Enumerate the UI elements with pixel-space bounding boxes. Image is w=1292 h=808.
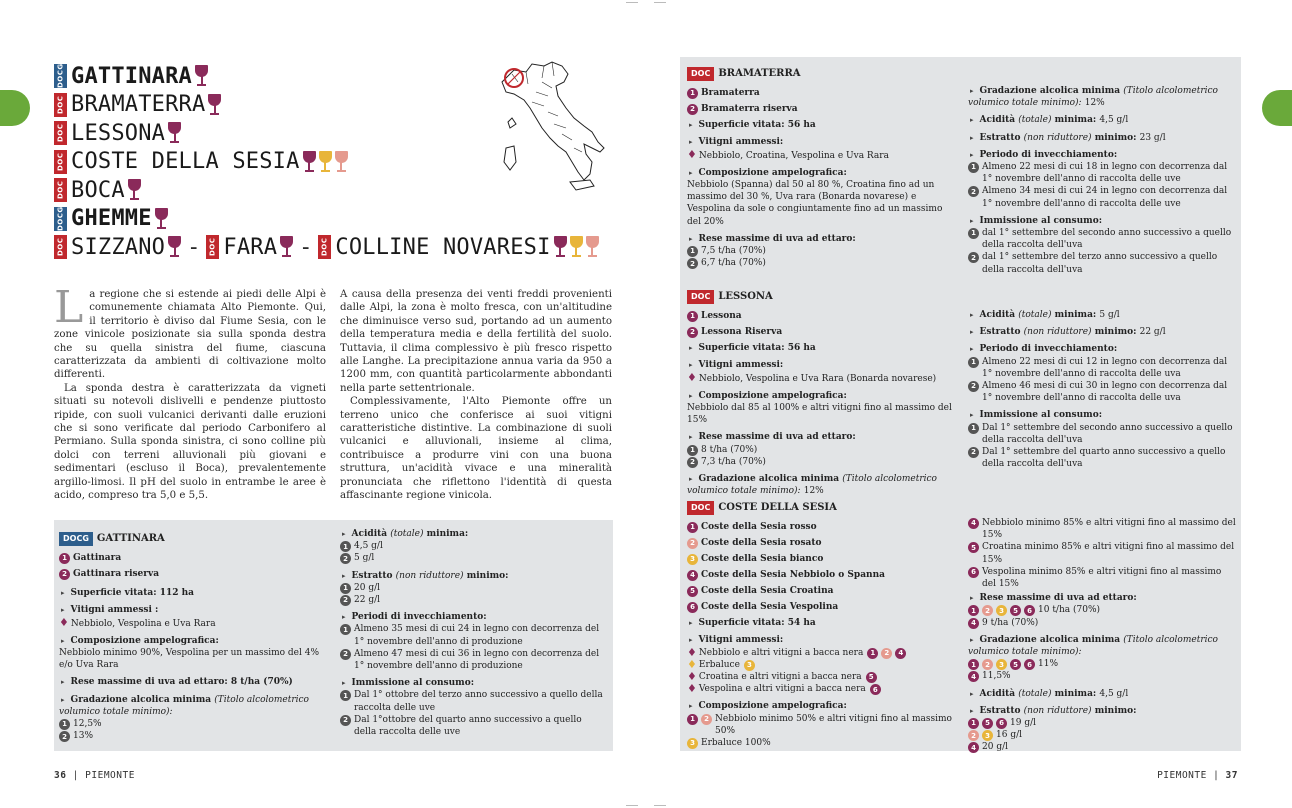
- type-number: 1: [968, 228, 979, 239]
- invecchiamento-value: Almeno 46 mesi di cui 30 in legno con decorrenza dal 1° novembre dell'anno di raccolta delle uva: [982, 381, 1228, 404]
- crop-mark: [654, 2, 666, 3]
- type-number: 2: [982, 659, 993, 670]
- drop-cap: L: [54, 282, 84, 333]
- wine-glass-red-icon: [280, 236, 293, 258]
- vitigni-value: Nebbiolo, Croatina, Vespolina e Uva Rara: [698, 150, 889, 161]
- type-number: 5: [866, 672, 877, 683]
- gradazione-heading: Gradazione alcolica minima: [698, 474, 840, 485]
- list-item: [687, 671, 963, 683]
- doc-badge: DOC: [318, 235, 331, 259]
- value: Nebbiolo minimo 85% e altri vitigni fino al massimo del 15%: [982, 518, 1236, 541]
- estratto-value: 23 g/l: [1139, 132, 1166, 143]
- type-number: 2: [701, 714, 712, 725]
- type-number: 2: [59, 731, 70, 742]
- type-number: 4: [895, 648, 906, 659]
- type-number: 2: [968, 447, 979, 458]
- type-number: 1: [867, 648, 878, 659]
- list-item: [687, 519, 963, 535]
- intro-column-2: [340, 288, 612, 503]
- grape-icon: ♦: [687, 682, 697, 696]
- gradazione-note: (Titolo alcolometrico volumico totale minimo):: [968, 86, 1218, 109]
- gradazione-value: 12,5%: [73, 719, 102, 730]
- denomination-name: LESSONA: [71, 120, 166, 146]
- type-number: 1: [968, 423, 979, 434]
- acidita-heading-end: minima:: [1054, 115, 1097, 126]
- immissione-value: Dal 1° ottobre del terzo anno successivo a quello della raccolta delle uve: [354, 690, 603, 713]
- italy-map-icon: [492, 52, 612, 212]
- type-number: 1: [687, 714, 698, 725]
- rese-heading: ▸ Rese massime di uva ad ettaro:: [687, 233, 959, 245]
- composizione-heading: ▸ Composizione ampelografica:: [687, 390, 959, 402]
- type-number: 5: [1010, 659, 1021, 670]
- type-number: 4: [968, 671, 979, 682]
- type-number: 3: [744, 660, 755, 671]
- rese-heading: ▸ Rese massime di uva ad ettaro:: [687, 431, 959, 443]
- page-footer-right: [1157, 770, 1238, 781]
- page-edge-tab-left: [0, 90, 30, 126]
- type-number: 2: [340, 715, 351, 726]
- list-item: [968, 604, 1236, 616]
- doc-badge: DOC: [54, 150, 67, 174]
- value: 16 g/l: [996, 730, 1022, 741]
- type-number: 2: [968, 730, 979, 741]
- type-number: 2: [687, 327, 698, 338]
- vitigni-value: Nebbiolo, Vespolina e Uva Rara (Bonarda novarese): [698, 373, 937, 384]
- type-number: 1: [687, 88, 698, 99]
- acidita-heading: Acidità: [979, 310, 1016, 320]
- wine-glass-white-icon: [319, 151, 332, 173]
- intro-paragraph: Complessivamente, l'Alto Piemonte offre un terreno unico che conferisce ai suoi vitigni caratteristiche distintive. La combinazione di suoli vulcanici e alluvionali, insieme al clima, contribuisce a produrre vini con una buona struttura, un'acidità vivace e una mineralità pronunciata che riflettono l'identità di questa affascinante regione vinicola.: [340, 396, 612, 502]
- doc-badge: DOC: [206, 235, 219, 259]
- wine-glass-red-icon: [168, 236, 181, 258]
- list-item: [687, 647, 963, 659]
- denomination-name: COLLINE NOVARESI: [335, 234, 551, 260]
- list-item: [968, 741, 1236, 753]
- page-footer-left: [54, 770, 135, 781]
- docg-label: DOCG: [59, 532, 93, 546]
- acidita-value: 5 g/l: [354, 553, 375, 564]
- acidita-value: 4,5 g/l: [1099, 688, 1129, 699]
- estratto-note: (non riduttore): [1023, 705, 1092, 716]
- crop-mark: [654, 805, 666, 806]
- estratto-heading: Estratto: [351, 570, 393, 581]
- box-title: COSTE DELLA SESIA: [718, 502, 837, 513]
- composizione-value: Nebbiolo minimo 90%, Vespolina per un massimo del 4% e/o Uva Rara: [59, 648, 320, 671]
- type-name: Lessona: [701, 311, 742, 322]
- gattinara-spec-box: [54, 520, 613, 751]
- value: 10 t/ha (70%): [1038, 605, 1101, 616]
- composizione-heading: ▸ Composizione ampelografica:: [687, 167, 959, 179]
- type-number: 6: [870, 684, 881, 695]
- invecchiamento-heading: ▸ Periodo di invecchiamento:: [968, 343, 1236, 355]
- coste-section: [687, 501, 963, 749]
- denomination-name: FARA: [223, 234, 278, 260]
- grape-icon: ♦: [687, 645, 697, 659]
- crop-mark: [626, 805, 638, 806]
- type-number: 4: [687, 570, 698, 581]
- denomination-name: COSTE DELLA SESIA: [71, 149, 300, 175]
- type-number: 4: [968, 518, 979, 529]
- type-name: Bramaterra riserva: [701, 104, 798, 115]
- invecchiamento-value: Almeno 35 mesi di cui 24 in legno con decorrenza del 1° novembre dell'anno di produzione: [354, 624, 600, 647]
- type-number: 2: [340, 649, 351, 660]
- type-number: 1: [687, 246, 698, 257]
- wine-glass-red-icon: [554, 236, 567, 258]
- composizione-heading: ▸ Composizione ampelografica:: [59, 635, 329, 647]
- type-name: Lessona Riserva: [701, 327, 783, 338]
- bramaterra-section: [687, 67, 959, 269]
- type-number: 1: [687, 522, 698, 533]
- gradazione-value: 12%: [1084, 98, 1105, 109]
- right-spec-box: [680, 57, 1241, 751]
- composizione-value: Nebbiolo (Spanna) dal 50 al 80 %, Croatina fino ad un massimo del 30 %, Uva rara (Bonarda novarese) e Vespolina da sole o congiuntamente fino ad un massimo del 20%: [687, 180, 943, 227]
- vitigni-value: Nebbiolo e altri vitigni a bacca nera: [698, 647, 864, 658]
- type-number: 1: [968, 605, 979, 616]
- box-title: LESSONA: [718, 291, 773, 302]
- intro-paragraph: a regione che si estende ai piedi delle Alpi è comunemente chiamata Alto Piemonte. Qui, il territorio è diviso dal Fiume Sesia, con le zone vinicole posizionate sia sulla sponda destra che su quella sinistra del fiume, ciascuna caratterizzata da ambienti di coltivazione molto differenti.: [54, 289, 326, 381]
- denomination-name: BOCA: [71, 177, 125, 203]
- type-number: 3: [687, 738, 698, 749]
- grape-icon: ♦: [687, 657, 697, 671]
- immissione-heading: ▸ Immissione al consumo:: [968, 215, 1236, 227]
- type-number: 6: [1024, 605, 1035, 616]
- gradazione-heading: Gradazione alcolica minima: [979, 634, 1121, 645]
- list-item: [968, 617, 1236, 629]
- docg-badge: DOCG: [54, 64, 67, 88]
- type-number: 2: [687, 258, 698, 269]
- vitigni-heading: ▸ Vitigni ammessi:: [687, 136, 959, 148]
- wine-glass-red-icon: [155, 208, 168, 230]
- estratto-heading-end: minimo:: [466, 570, 509, 581]
- invecchiamento-heading: ▸ Periodo di invecchiamento:: [968, 149, 1236, 161]
- type-name: Coste della Sesia bianco: [701, 554, 824, 565]
- immissione-heading: ▸ Immissione al consumo:: [340, 677, 606, 689]
- type-number: 2: [968, 381, 979, 392]
- box-title: BRAMATERRA: [718, 68, 801, 79]
- type-number: 5: [982, 718, 993, 729]
- intro-paragraph: A causa della presenza dei venti freddi provenienti dalle Alpi, la zona è molto fresca, con un'altitudine che diminuisce verso sud, portando ad un aumento della temperatura media e della fertilità del suolo. Tuttavia, il clima complessivo è più fresco rispetto alle Langhe. La precipitazione annua varia da 950 a 1200 mm, con quantità particolarmente abbondanti nella parte settentrionale.: [340, 289, 612, 394]
- acidita-value: 4,5 g/l: [354, 541, 383, 552]
- immissione-value: Dal 1° settembre del secondo anno successivo a quello della raccolta dell'uva: [982, 422, 1233, 445]
- type-number: 1: [968, 659, 979, 670]
- acidita-note: (totale): [1018, 115, 1052, 126]
- vitigni-value: Nebbiolo, Vespolina e Uva Rara: [70, 618, 216, 629]
- type-number: 2: [340, 553, 351, 564]
- immissione-value: Dal 1°ottobre del quarto anno successivo a quello della raccolta delle uve: [354, 714, 582, 738]
- immissione-value: dal 1° settembre del secondo anno successivo a quello della raccolta dell'uva: [982, 228, 1232, 251]
- denomination-name: GATTINARA: [71, 63, 193, 89]
- doc-badge: DOC: [54, 121, 67, 145]
- type-name: Coste della Sesia rosso: [701, 522, 817, 533]
- value: 9 t/ha (70%): [982, 617, 1039, 628]
- estratto-heading: Estratto: [979, 705, 1021, 716]
- list-item: [968, 658, 1236, 670]
- vitigni-heading: ▸ Vitigni ammessi :: [59, 604, 329, 616]
- type-number: 6: [996, 718, 1007, 729]
- estratto-heading-end: minimo:: [1094, 132, 1137, 143]
- list-item: [968, 566, 1236, 590]
- acidita-note: (totale): [1018, 688, 1052, 699]
- type-number: 4: [968, 618, 979, 629]
- type-number: 2: [59, 569, 70, 580]
- acidita-heading: Acidità: [351, 529, 388, 539]
- value: Croatina minimo 85% e altri vitigni fino al massimo del 15%: [982, 542, 1235, 565]
- list-item: [687, 713, 963, 737]
- type-number: 1: [340, 690, 351, 701]
- acidita-heading: Acidità: [979, 688, 1016, 699]
- invecchiamento-value: Almeno 34 mesi di cui 24 in legno con decorrenza dal 1° novembre dell'anno di raccolta delle uve: [982, 186, 1228, 209]
- crop-mark: [626, 2, 638, 3]
- gradazione-note: (Titolo alcolometrico volumico totale minimo):: [59, 694, 309, 717]
- value: 11%: [1038, 659, 1059, 670]
- superficie-field: ▸ Superficie vitata: 54 ha: [687, 617, 963, 629]
- rese-value: 7,5 t/ha (70%): [701, 246, 766, 257]
- heading-separator: -: [299, 234, 313, 260]
- composizione-value: Nebbiolo dal 85 al 100% e altri vitigni fino al massimo del 15%: [687, 403, 952, 426]
- gradazione-heading: Gradazione alcolica minima: [979, 86, 1121, 96]
- value: 11,5%: [982, 671, 1011, 682]
- gradazione-note: (Titolo alcolometrico volumico totale minimo):: [687, 474, 937, 497]
- page-number: 37: [1225, 770, 1238, 781]
- list-item: [687, 551, 963, 567]
- type-number: 1: [687, 445, 698, 456]
- footer-section: PIEMONTE: [85, 770, 135, 781]
- doc-badge: DOC: [54, 178, 67, 202]
- list-item: [968, 670, 1236, 682]
- type-name: Gattinara riserva: [73, 569, 160, 580]
- acidita-heading-end: minima:: [1054, 688, 1097, 699]
- wine-glass-rose-icon: [586, 236, 599, 258]
- footer-section: PIEMONTE: [1157, 770, 1207, 781]
- grape-icon: ♦: [687, 670, 697, 684]
- immissione-value: dal 1° settembre del terzo anno successivo a quello della raccolta dell'uva: [982, 252, 1218, 275]
- gradazione-note: (Titolo alcolometrico volumico totale minimo):: [968, 634, 1218, 658]
- type-number: 1: [340, 583, 351, 594]
- value: 20 g/l: [982, 742, 1008, 753]
- wine-glass-rose-icon: [335, 151, 348, 173]
- type-number: 6: [1024, 659, 1035, 670]
- rese-value: 7,3 t/ha (70%): [701, 456, 766, 467]
- type-number: 1: [968, 162, 979, 173]
- estratto-note: (non riduttore): [1023, 132, 1092, 143]
- estratto-heading: Estratto: [979, 132, 1021, 143]
- list-item: [687, 683, 963, 695]
- type-number: 3: [982, 730, 993, 741]
- type-number: 5: [968, 542, 979, 553]
- estratto-value: 22 g/l: [1139, 327, 1166, 338]
- type-number: 5: [687, 586, 698, 597]
- type-number: 3: [687, 554, 698, 565]
- list-item: [968, 517, 1236, 541]
- rese-heading: ▸ Rese massime di uva ad ettaro:: [968, 592, 1236, 604]
- type-number: 2: [340, 595, 351, 606]
- denomination-name: GHEMME: [71, 206, 152, 232]
- gradazione-value: 13%: [73, 731, 94, 742]
- type-number: 3: [996, 659, 1007, 670]
- invecchiamento-heading: ▸ Periodi di invecchiamento:: [340, 611, 606, 623]
- type-number: 5: [1010, 605, 1021, 616]
- vitigni-value: Erbaluce: [698, 659, 740, 670]
- rese-value: 6,7 t/ha (70%): [701, 258, 766, 269]
- superficie-field: ▸ Superficie vitata: 56 ha: [687, 119, 959, 131]
- wine-glass-red-icon: [128, 179, 141, 201]
- type-name: Coste della Sesia rosato: [701, 538, 822, 549]
- page-number: 36: [54, 770, 67, 781]
- type-number: 1: [968, 357, 979, 368]
- type-number: 2: [968, 252, 979, 263]
- type-name: Bramaterra: [701, 88, 760, 99]
- lessona-section: [687, 290, 959, 497]
- value: Erbaluce 100%: [701, 738, 771, 749]
- type-number: 2: [687, 457, 698, 468]
- estratto-heading-end: minimo:: [1094, 705, 1137, 716]
- type-number: 2: [881, 648, 892, 659]
- value: Nebbiolo minimo 50% e altri vitigni fino al massimo 50%: [715, 713, 952, 736]
- type-number: 2: [982, 605, 993, 616]
- denomination-name: BRAMATERRA: [71, 92, 206, 118]
- grape-icon: ♦: [687, 147, 697, 161]
- grape-icon: ♦: [687, 370, 697, 384]
- type-number: 4: [968, 742, 979, 753]
- list-item: [687, 583, 963, 599]
- type-name: Coste della Sesia Vespolina: [701, 602, 839, 613]
- list-item: [968, 717, 1236, 729]
- type-number: 1: [968, 718, 979, 729]
- rese-field: ▸ Rese massime di uva ad ettaro: 8 t/ha (70%): [59, 676, 329, 688]
- acidita-heading-end: minima:: [426, 529, 469, 539]
- doc-label: DOC: [687, 501, 714, 515]
- list-item: [968, 729, 1236, 741]
- invecchiamento-value: Almeno 22 mesi di cui 18 in legno con decorrenza dal 1° novembre dell'anno di raccolta delle uve: [982, 162, 1228, 185]
- type-number: 3: [996, 605, 1007, 616]
- immissione-value: Dal 1° settembre del quarto anno successivo a quello della raccolta dell'uva: [982, 447, 1226, 470]
- invecchiamento-value: Almeno 22 mesi di cui 12 in legno con decorrenza dal 1° novembre dell'anno di raccolta delle uva: [982, 356, 1228, 379]
- superficie-field: ▸ Superficie vitata: 112 ha: [59, 587, 329, 599]
- estratto-note: (non riduttore): [1023, 327, 1092, 338]
- wine-glass-red-icon: [303, 151, 316, 173]
- wine-glass-white-icon: [570, 236, 583, 258]
- doc-label: DOC: [687, 290, 714, 304]
- docg-badge: DOCG: [54, 207, 67, 231]
- acidita-heading: Acidità: [979, 115, 1016, 126]
- list-item: [687, 599, 963, 615]
- wine-glass-red-icon: [208, 94, 221, 116]
- box-title: GATTINARA: [96, 533, 165, 544]
- footer-separator: |: [72, 770, 79, 781]
- intro-paragraph: La sponda destra è caratterizzata da vigneti situati su notevoli dislivelli e pendenze piuttosto ripide, con suoli vulcanici derivanti dalle eruzioni che si sono verificate dal periodo Carbonifero al Permiano. Sulla sponda sinistra, ci sono colline più dolci con terreni alluvionali più giovani e sedimentari (escluso il Boca), prevalentemente argillo-limosi. Il pH del suolo in entrambe le aree è acido, compreso tra 5,0 e 5,5.: [54, 382, 326, 502]
- vitigni-value: Croatina e altri vitigni a bacca nera: [698, 672, 862, 683]
- page-edge-tab-right: [1262, 90, 1292, 126]
- estratto-heading-end: minimo:: [1094, 327, 1137, 338]
- type-number: 1: [59, 719, 70, 730]
- acidita-value: 5 g/l: [1099, 310, 1120, 320]
- estratto-value: 20 g/l: [354, 582, 380, 593]
- invecchiamento-value: Almeno 47 mesi di cui 36 in legno con decorrenza del 1° novembre dell'anno di produzione: [354, 648, 600, 672]
- type-number: 6: [687, 602, 698, 613]
- denomination-name: SIZZANO: [71, 234, 166, 260]
- type-number: 1: [59, 553, 70, 564]
- doc-badge: DOC: [54, 93, 67, 117]
- type-number: 2: [687, 104, 698, 115]
- type-number: 1: [340, 624, 351, 635]
- type-number: 2: [968, 186, 979, 197]
- type-number: 6: [968, 567, 979, 578]
- gradazione-value: 12%: [803, 486, 824, 497]
- doc-label: DOC: [687, 67, 714, 81]
- acidita-heading-end: minima:: [1054, 310, 1097, 320]
- grape-icon: ♦: [59, 615, 69, 629]
- estratto-note: (non riduttore): [395, 570, 464, 581]
- acidita-value: 4,5 g/l: [1099, 115, 1129, 126]
- list-item: [687, 737, 963, 749]
- type-name: Coste della Sesia Nebbiolo o Spanna: [701, 570, 885, 581]
- list-item: [687, 567, 963, 583]
- type-number: 1: [687, 311, 698, 322]
- acidita-note: (totale): [1018, 310, 1052, 320]
- wine-glass-red-icon: [195, 65, 208, 87]
- estratto-heading: Estratto: [979, 327, 1021, 338]
- list-item: [687, 659, 963, 671]
- type-name: Gattinara: [73, 553, 122, 564]
- gradazione-heading: Gradazione alcolica minima: [70, 694, 212, 705]
- composizione-heading: ▸ Composizione ampelografica:: [687, 700, 963, 712]
- type-name: Coste della Sesia Croatina: [701, 586, 834, 597]
- value: Vespolina minimo 85% e altri vitigni fino al massimo del 15%: [982, 566, 1222, 590]
- doc-badge: DOC: [54, 235, 67, 259]
- acidita-note: (totale): [390, 529, 424, 539]
- list-item: [687, 535, 963, 551]
- rese-value: 8 t/ha (70%): [701, 444, 758, 455]
- list-item: [968, 541, 1236, 565]
- type-number: 1: [340, 541, 351, 552]
- intro-column-1: [54, 282, 326, 503]
- vitigni-heading: ▸ Vitigni ammessi:: [687, 359, 959, 371]
- wine-glass-red-icon: [168, 122, 181, 144]
- vitigni-value: Vespolina e altri vitigni a bacca nera: [698, 684, 866, 695]
- immissione-heading: ▸ Immissione al consumo:: [968, 409, 1236, 421]
- heading-row: [54, 233, 599, 262]
- superficie-field: ▸ Superficie vitata: 56 ha: [687, 342, 959, 354]
- type-number: 2: [687, 538, 698, 549]
- vitigni-heading: ▸ Vitigni ammessi:: [687, 634, 963, 646]
- footer-separator: |: [1213, 770, 1220, 781]
- value: 19 g/l: [1010, 718, 1036, 729]
- estratto-value: 22 g/l: [354, 595, 380, 606]
- heading-separator: -: [187, 234, 201, 260]
